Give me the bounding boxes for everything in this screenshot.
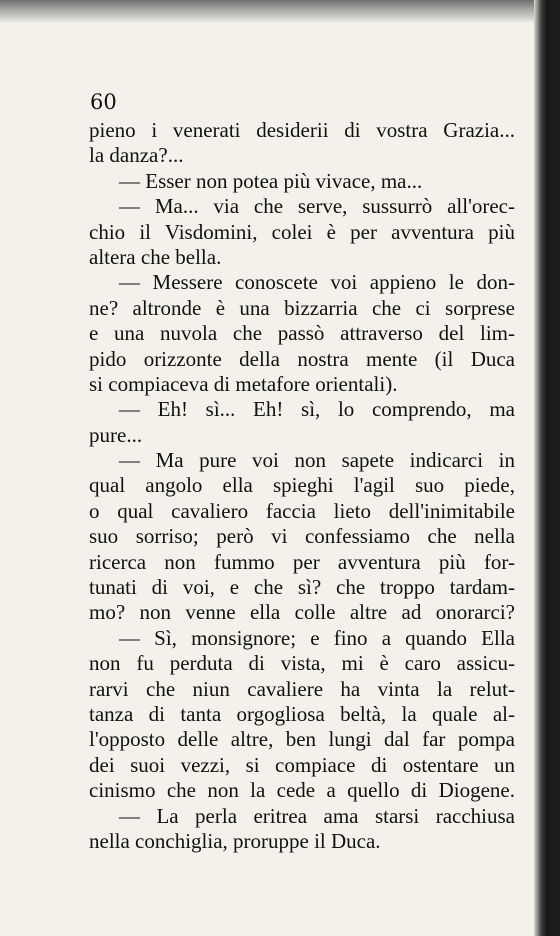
text-line: — Ma pure voi non sapete indicarci in bbox=[119, 448, 515, 473]
text-line: tunati di voi, e che sì? che troppo tardam- bbox=[89, 575, 515, 600]
text-line: pure... bbox=[89, 422, 143, 447]
text-line: qual angolo ella spieghi l'agil suo piede, bbox=[89, 473, 515, 498]
text-line: altera che bella. bbox=[89, 244, 222, 269]
text-line: pido orizzonte della nostra mente (il Duca bbox=[89, 346, 515, 371]
text-line: — Eh! sì... Eh! sì, lo comprendo, ma bbox=[119, 397, 515, 422]
text-line: — Sì, monsignore; e fino a quando Ella bbox=[119, 625, 515, 650]
text-line: o qual cavaliero faccia lieto dell'inimitabile bbox=[89, 498, 515, 523]
text-line: cinismo che non la cede a quello di Diogene. bbox=[89, 778, 515, 803]
text-line: tanza di tanta orgogliosa beltà, la quale al- bbox=[89, 701, 515, 726]
text-line: e una nuvola che passò attraverso del lim- bbox=[89, 321, 515, 346]
text-line: — Messere conoscete voi appieno le don- bbox=[119, 270, 515, 295]
text-line: nella conchiglia, proruppe il Duca. bbox=[89, 828, 381, 853]
text-line: — Esser non potea più vivace, ma... bbox=[119, 168, 423, 193]
text-line: l'opposto delle altre, ben lungi dal far pompa bbox=[89, 727, 515, 752]
text-line: la danza?... bbox=[89, 143, 184, 168]
text-line: chio il Visdomini, colei è per avventura più bbox=[89, 219, 515, 244]
text-line: suo sorriso; però vi confessiamo che nella bbox=[89, 524, 515, 549]
text-line: non fu perduta di vista, mi è caro assicu- bbox=[89, 651, 515, 676]
text-line: si compiaceva di metafore orientali). bbox=[89, 371, 398, 396]
text-line: — La perla eritrea ama starsi racchiusa bbox=[119, 803, 515, 828]
text-line: rarvi che niun cavaliere ha vinta la relut- bbox=[89, 676, 515, 701]
page-top-shadow bbox=[0, 0, 548, 22]
page-binding-edge bbox=[534, 0, 548, 936]
text-line: dei suoi vezzi, si compiace di ostentare un bbox=[89, 752, 515, 777]
page-number: 60 bbox=[90, 90, 117, 114]
body-text bbox=[89, 118, 515, 854]
text-line: ricerca non fummo per avventura più for- bbox=[89, 549, 515, 574]
text-line: ne? altronde è una bizzarria che ci sorprese bbox=[89, 295, 515, 320]
text-line: — Ma... via che serve, sussurrò all'orec- bbox=[119, 194, 515, 219]
text-line: pieno i venerati desiderii di vostra Grazia... bbox=[89, 118, 515, 142]
text-line: mo? non venne ella colle altre ad onorarci? bbox=[89, 600, 515, 625]
